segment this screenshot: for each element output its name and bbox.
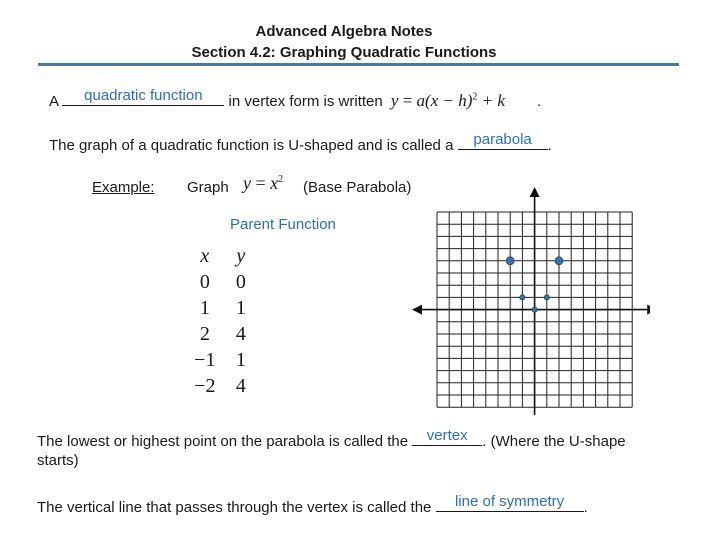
table-header-row: [181, 244, 253, 269]
formula-plus-k: + k: [477, 91, 505, 110]
table-cell-y: 0: [235, 270, 246, 293]
x-axis-left-arrow: [412, 305, 422, 315]
y-axis-top-arrow: [530, 187, 540, 197]
example-formula-x: x: [270, 173, 279, 193]
table-row: [181, 321, 253, 347]
plotted-point: [544, 295, 549, 300]
table-cell-x: −2: [194, 374, 216, 397]
answer-line-of-symmetry: line of symmetry: [454, 493, 565, 510]
blank-vertex: [412, 427, 482, 446]
table-header-y: y: [236, 245, 246, 267]
blank-quadratic-function: [62, 87, 224, 106]
axes: [412, 187, 650, 415]
title-line2: Section 4.2: Graphing Quadratic Functions: [191, 44, 497, 61]
vertex-form-prefix: A: [49, 93, 63, 110]
vertex-form-middle: in vertex form is written: [224, 93, 387, 110]
plotted-point: [520, 295, 525, 300]
formula-a: a: [416, 91, 426, 110]
answer-parabola: parabola: [473, 131, 532, 148]
title-line1: Advanced Algebra Notes: [255, 23, 433, 40]
table-cell-y: 4: [235, 374, 246, 397]
plotted-point: [555, 257, 563, 265]
formula-y: y: [390, 91, 399, 110]
example-formula-y: y: [243, 173, 251, 193]
vertex-form-formula: [391, 91, 505, 110]
vertex-text: The lowest or highest point on the parabola is called the: [37, 433, 413, 450]
parabola-suffix: .: [547, 137, 552, 154]
table-cell-y: 4: [235, 322, 246, 345]
table-cell-x: 0: [199, 270, 210, 293]
symmetry-sentence: [37, 493, 588, 516]
vertex-suffix: . (Where the U-shape: [482, 433, 626, 450]
parabola-text: The graph of a quadratic function is U-shaped and is called a: [49, 137, 458, 154]
symmetry-suffix: .: [583, 499, 588, 516]
base-parabola-note: (Base Parabola): [303, 179, 412, 196]
example-formula: [243, 173, 283, 194]
table-row: [181, 269, 253, 295]
vertex-sentence: [37, 427, 626, 450]
x-axis-right-arrow: [647, 305, 650, 315]
plotted-point: [506, 257, 514, 265]
table-cell-y: 1: [235, 296, 246, 319]
formula-exponent: 2: [472, 91, 478, 103]
formula-equals: =: [398, 91, 417, 110]
table-cell-x: −1: [194, 348, 216, 371]
example-label: Example:: [92, 179, 155, 196]
answer-vertex: vertex: [426, 427, 468, 444]
table-cell-y: 1: [235, 348, 246, 371]
table-cell-x: 2: [199, 322, 210, 345]
header-divider: [38, 63, 679, 66]
example-formula-equals: =: [251, 173, 271, 193]
table-cell-x: 1: [199, 296, 210, 319]
parent-function-label: Parent Function: [230, 216, 336, 233]
xy-table: [181, 244, 253, 399]
coordinate-grid: [410, 185, 650, 415]
formula-paren: (x − h): [425, 91, 473, 110]
table-row: [181, 373, 253, 399]
symmetry-text: The vertical line that passes through the vertex is called the: [37, 499, 436, 516]
blank-line-of-symmetry: [436, 493, 584, 512]
vertex-continuation: starts): [37, 452, 79, 469]
answer-quadratic-function: quadratic function: [84, 87, 203, 104]
example-formula-exponent: 2: [278, 174, 284, 185]
plotted-point: [532, 307, 537, 312]
blank-parabola: [458, 131, 548, 150]
parabola-sentence: [49, 131, 552, 154]
vertex-form-sentence: [49, 87, 542, 111]
table-row: [181, 347, 253, 373]
table-row: [181, 295, 253, 321]
vertex-form-suffix: .: [536, 93, 542, 110]
table-header-x: x: [200, 245, 210, 267]
example-graph-word: Graph: [187, 179, 229, 196]
